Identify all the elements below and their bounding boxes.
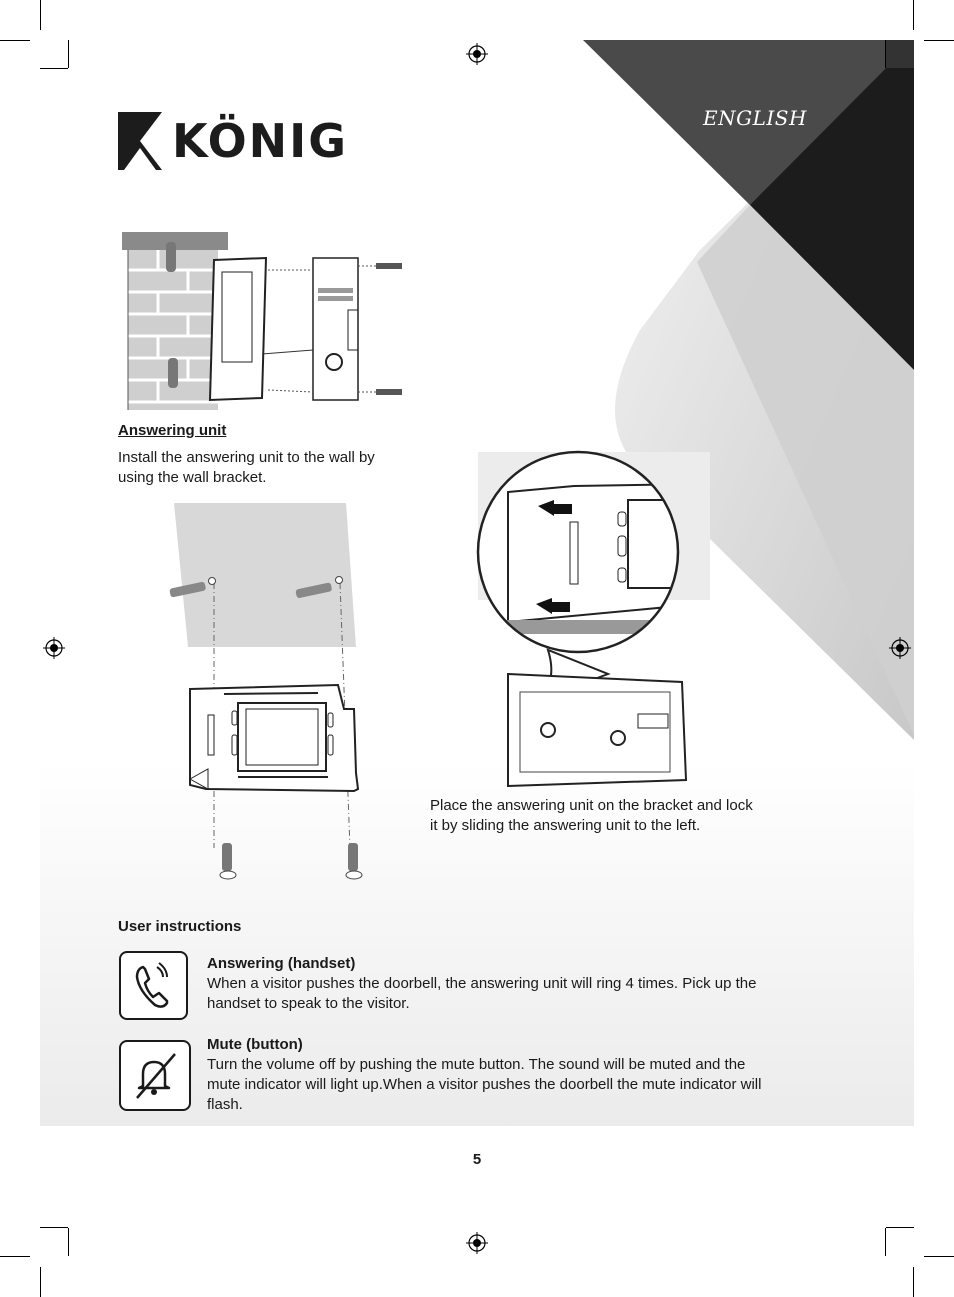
trim-mark <box>40 1227 68 1228</box>
user-instructions-title: User instructions <box>118 918 242 935</box>
trim-mark <box>0 40 30 41</box>
konig-logo-icon <box>118 112 162 170</box>
answering-unit-heading: Answering unit <box>118 422 227 439</box>
trim-mark <box>0 1256 30 1257</box>
registration-mark-icon <box>889 637 911 659</box>
trim-mark <box>924 40 954 41</box>
mute-icon-box <box>119 1040 191 1111</box>
trim-mark <box>68 1228 69 1256</box>
registration-mark-icon <box>43 637 65 659</box>
trim-mark <box>886 1227 914 1228</box>
page-number: 5 <box>472 1151 482 1168</box>
phone-icon <box>121 953 185 1017</box>
trim-mark <box>924 1256 954 1257</box>
mute-bell-icon <box>121 1042 188 1108</box>
trim-mark <box>885 1228 886 1256</box>
phone-icon-box <box>119 951 188 1020</box>
wall-bracket-illustration <box>168 503 380 883</box>
registration-mark-icon <box>466 43 488 65</box>
trim-mark <box>885 40 886 68</box>
slide-lock-illustration <box>478 452 712 788</box>
trim-mark <box>913 1267 914 1297</box>
install-instruction-text: Install the answering unit to the wall by using the wall bracket. <box>118 449 375 486</box>
place-instruction-text: Place the answering unit on the bracket and lock it by sliding the answering unit to the left. <box>430 797 753 834</box>
trim-mark <box>913 0 914 30</box>
trim-mark <box>40 0 41 30</box>
trim-mark <box>40 68 68 69</box>
language-label: ENGLISH <box>703 106 807 130</box>
brand-logo-text: KÖNIG <box>172 114 349 168</box>
trim-mark <box>40 1267 41 1297</box>
registration-mark-icon <box>466 1232 488 1254</box>
wall-mount-illustration <box>118 230 413 412</box>
mute-text: Turn the volume off by pushing the mute button. The sound will be muted and the mute indicator will light up.When a visitor pushes the doorbell the mute indicator will flash. <box>207 1056 762 1113</box>
answering-text: When a visitor pushes the doorbell, the answering unit will ring 4 times. Pick up the handset to speak to the visitor. <box>207 975 757 1012</box>
mute-title: Mute (button) <box>207 1036 303 1053</box>
trim-mark <box>68 40 69 68</box>
answering-title: Answering (handset) <box>207 955 356 972</box>
